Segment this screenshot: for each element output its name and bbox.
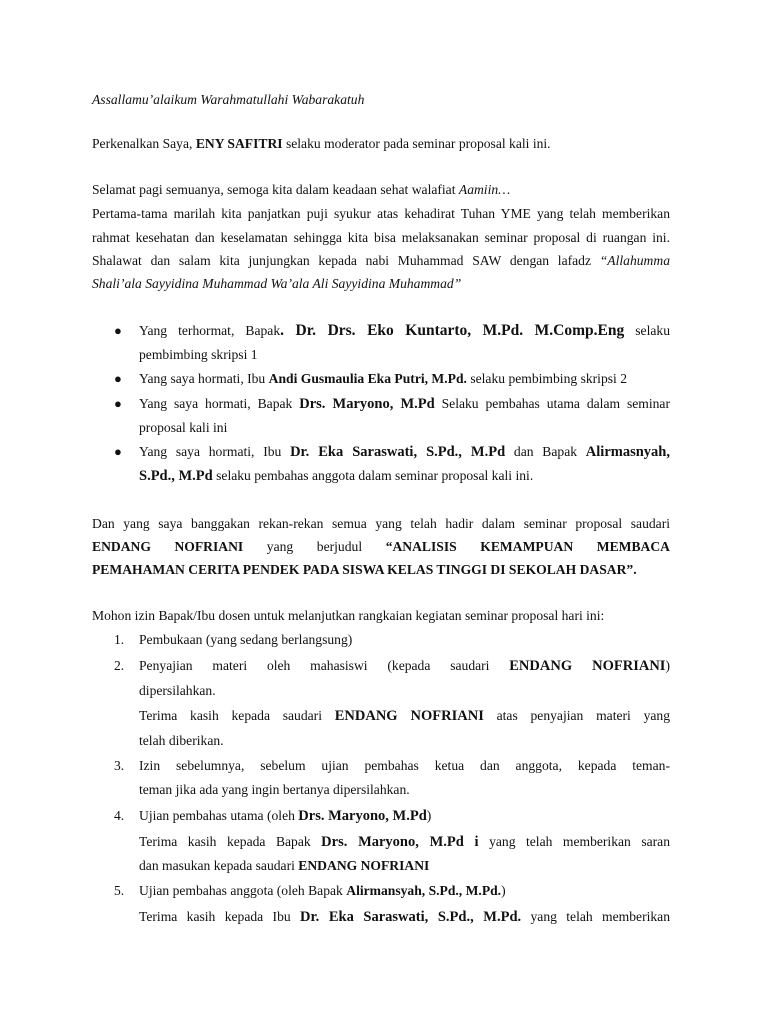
- agenda-text: Terima kasih kepada saudari: [139, 708, 335, 723]
- shalawat-text: Shalawat dan salam kita junjungkan kepada nabi Muhammad SAW dengan lafadz: [92, 253, 600, 268]
- pembahas-anggota-2-name: Alirmasnyah,: [585, 444, 670, 460]
- student-name: ENDANG NOFRIANI: [92, 539, 244, 554]
- bullet-1-line-1: [139, 321, 670, 341]
- agenda-item-2-line-4: telah diberikan.: [139, 733, 224, 748]
- agenda-text: ): [665, 658, 670, 673]
- pembahas-utama-name: Drs. Maryono, M.Pd i: [321, 834, 479, 850]
- moderator-name: ENY SAFITRI: [195, 136, 283, 151]
- agenda-number: 4.: [114, 808, 125, 823]
- lafadz-text: “Allahumma: [599, 253, 670, 268]
- pembahas-utama-name: Drs. Maryono, M.Pd: [299, 396, 435, 412]
- pembahas-anggota-2-name: Alirmansyah, S.Pd., M.Pd.: [346, 883, 502, 898]
- pembimbing-2-name: Andi Gusmaulia Eka Putri, M.Pd.: [268, 371, 467, 386]
- opening-line-1: [92, 180, 670, 200]
- greeting-line: Assallamu’alaikum Warahmatullahi Wabarakatuh: [92, 92, 365, 107]
- agenda-number: 3.: [114, 758, 125, 773]
- bullet-3-line-1: [139, 394, 670, 414]
- agenda-text: yang telah memberikan: [521, 909, 670, 924]
- bullet-1-line-2: pembimbing skripsi 1: [139, 347, 258, 362]
- agenda-text: yang telah memberikan saran: [478, 834, 671, 849]
- bullet-text: selaku pembahas anggota dalam seminar proposal kali ini.: [212, 468, 534, 483]
- pembimbing-1-name: . Dr. Drs. Eko Kuntarto, M.Pd. M.Comp.Eng: [280, 322, 625, 339]
- opening-line-3: rahmat kesehatan dan keselamatan sehingga kita bisa melaksanakan seminar proposal di ruangan ini.: [92, 230, 670, 245]
- agenda-text: Penyajian materi oleh mahasiswi (kepada saudari: [139, 658, 510, 673]
- agenda-item-5-line-1: [139, 881, 670, 901]
- bullet-text: dan Bapak: [505, 444, 586, 459]
- agenda-text: Ujian pembahas anggota (oleh Bapak: [139, 883, 347, 898]
- agenda-text: Terima kasih kepada Bapak: [139, 834, 322, 849]
- opening-line-4: [92, 251, 670, 271]
- bullet-text: selaku: [624, 323, 670, 338]
- pembahas-utama-name: Drs. Maryono, M.Pd: [298, 808, 427, 824]
- agenda-item-4-line-2: [139, 832, 670, 852]
- agenda-number: 5.: [114, 883, 125, 898]
- bullet-icon: ●: [114, 371, 122, 386]
- opening-text: Selamat pagi semuanya, semoga kita dalam keadaan sehat walafiat: [92, 182, 459, 197]
- agenda-item-3-line-2: teman jika ada yang ingin bertanya dipersilahkan.: [139, 782, 410, 797]
- agenda-item-4-line-1: [139, 806, 670, 826]
- para2-line-1: Dan yang saya banggakan rekan-rekan semua yang telah hadir dalam seminar proposal saudari: [92, 516, 670, 531]
- bullet-4-line-2: [139, 466, 670, 486]
- agenda-text: Ujian pembahas utama (oleh: [139, 808, 299, 823]
- agenda-item-2-line-3: [139, 706, 670, 726]
- pembahas-anggota-1-name: Dr. Eka Saraswati, S.Pd., M.Pd: [290, 444, 506, 460]
- agenda-intro: Mohon izin Bapak/Ibu dosen untuk melanjutkan rangkaian kegiatan seminar proposal hari ini:: [92, 608, 605, 623]
- agenda-number: 2.: [114, 658, 125, 673]
- agenda-text: dan masukan kepada saudari: [139, 858, 299, 873]
- bullet-text: Yang saya hormati, Bapak: [139, 396, 300, 411]
- agenda-item-2-line-2: dipersilahkan.: [139, 683, 216, 698]
- agenda-text: Terima kasih kepada Ibu: [139, 909, 301, 924]
- opening-line-2: Pertama-tama marilah kita panjatkan puji syukur atas kehadirat Tuhan YME yang telah memberikan: [92, 206, 670, 221]
- bullet-icon: ●: [114, 323, 122, 338]
- opening-line-5: Shali’ala Sayyidina Muhammad Wa’ala Ali Sayyidina Muhammad”: [92, 276, 462, 291]
- para2-line-2: [92, 537, 670, 557]
- bullet-icon: ●: [114, 396, 122, 411]
- para2-text: yang berjudul: [266, 539, 363, 554]
- agenda-item-4-line-3: [139, 856, 670, 876]
- bullet-text: Selaku pembahas utama dalam seminar: [434, 396, 670, 411]
- agenda-item-5-line-2: [139, 907, 670, 927]
- bullet-text: Yang saya hormati, Ibu: [139, 371, 269, 386]
- agenda-number: 1.: [114, 632, 125, 647]
- intro-text-end: selaku moderator pada seminar proposal kali ini.: [282, 136, 551, 151]
- pembahas-anggota-2-title: S.Pd., M.Pd: [139, 468, 213, 484]
- intro-text: Perkenalkan Saya,: [92, 136, 196, 151]
- pembahas-anggota-1-name: Dr. Eka Saraswati, S.Pd., M.Pd.: [300, 909, 522, 925]
- student-name: ENDANG NOFRIANI: [334, 708, 484, 724]
- bullet-2-line: [139, 369, 670, 389]
- bullet-4-line-1: [139, 442, 670, 462]
- agenda-text: atas penyajian materi yang: [483, 708, 670, 723]
- intro-line: [92, 134, 670, 154]
- agenda-text: ): [501, 883, 506, 898]
- agenda-item-3-line-1: Izin sebelumnya, sebelum ujian pembahas ketua dan anggota, kepada teman-: [139, 758, 670, 773]
- bullet-icon: ●: [114, 444, 122, 459]
- bullet-text: selaku pembimbing skripsi 2: [466, 371, 628, 386]
- thesis-title-start: “ANALISIS KEMAMPUAN MEMBACA: [385, 539, 670, 554]
- agenda-item-1: Pembukaan (yang sedang berlangsung): [139, 632, 353, 647]
- bullet-text: Yang terhormat, Bapak: [139, 323, 281, 338]
- thesis-title-end: PEMAHAMAN CERITA PENDEK PADA SISWA KELAS TINGGI DI SEKOLAH DASAR”.: [92, 562, 637, 577]
- bullet-text: Yang saya hormati, Ibu: [139, 444, 291, 459]
- student-name: ENDANG NOFRIANI: [509, 658, 666, 674]
- bullet-3-line-2: proposal kali ini: [139, 420, 228, 435]
- agenda-item-2-line-1: [139, 656, 670, 676]
- aamiin-text: Aamiin…: [458, 182, 511, 197]
- student-name: ENDANG NOFRIANI: [298, 858, 430, 873]
- agenda-text: ): [426, 808, 432, 823]
